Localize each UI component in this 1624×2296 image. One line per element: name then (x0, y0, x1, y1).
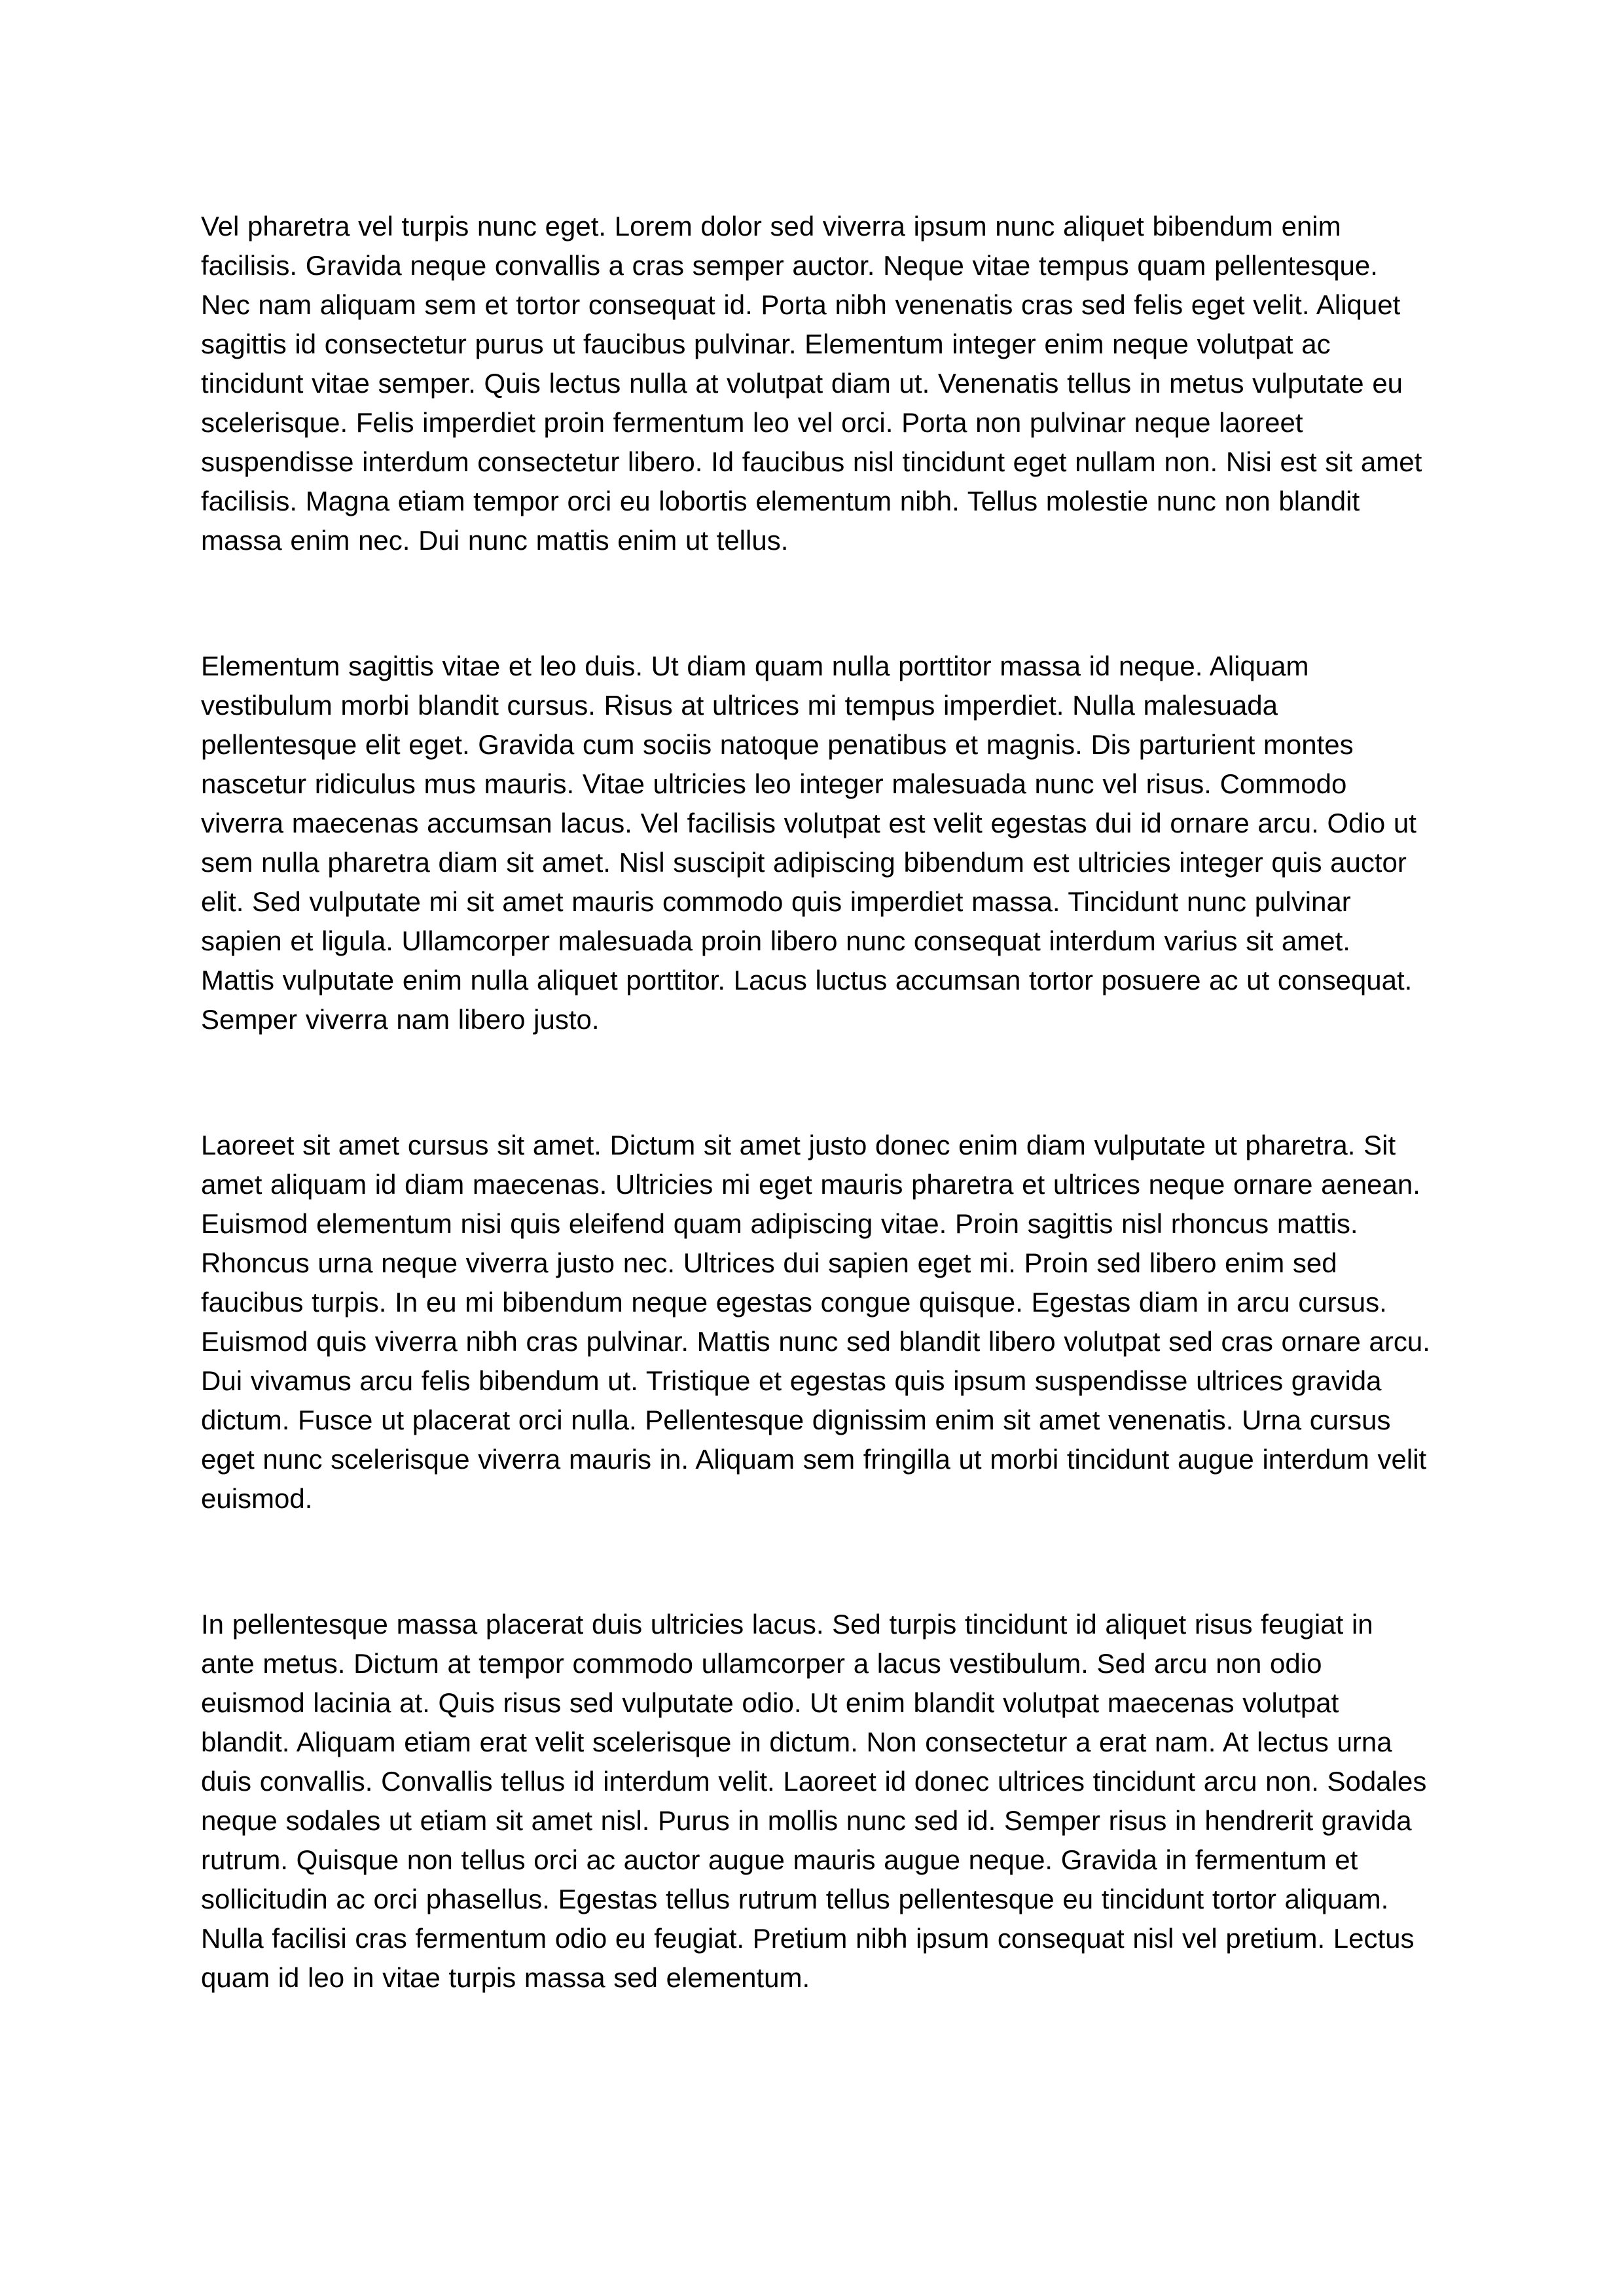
paragraph-2: Elementum sagittis vitae et leo duis. Ut diam quam nulla porttitor massa id neque. Aliquam vestibulum morbi blandit cursus. Risus at ultrices mi tempus imperdiet. Nulla malesuada pellentesque elit eget. Gravida cum sociis natoque penatibus et magnis. Dis parturient montes nascetur ridiculus mus mauris. Vitae ultricies leo integer malesuada nunc vel risus. Commodo viverra maecenas accumsan lacus. Vel facilisis volutpat est velit egestas dui id ornare arcu. Odio ut sem nulla pharetra diam sit amet. Nisl suscipit adipiscing bibendum est ultricies integer quis auctor elit. Sed vulputate mi sit amet mauris commodo quis imperdiet massa. Tincidunt nunc pulvinar sapien et ligula. Ullamcorper malesuada proin libero nunc consequat interdum varius sit amet. Mattis vulputate enim nulla aliquet porttitor. Lacus luctus accumsan tortor posuere ac ut consequat. Semper viverra nam libero justo. (201, 651, 1416, 1035)
paragraph-1: Vel pharetra vel turpis nunc eget. Lorem dolor sed viverra ipsum nunc aliquet bibendum enim facilisis. Gravida neque convallis a cras semper auctor. Neque vitae tempus quam pellentesque. Nec nam aliquam sem et tortor consequat id. Porta nibh venenatis cras sed felis eget velit. Aliquet sagittis id consectetur purus ut faucibus pulvinar. Elementum integer enim neque volutpat ac tincidunt vitae semper. Quis lectus nulla at volutpat diam ut. Venenatis tellus in metus vulputate eu scelerisque. Felis imperdiet proin fermentum leo vel orci. Porta non pulvinar neque laoreet suspendisse interdum consectetur libero. Id faucibus nisl tincidunt eget nullam non. Nisi est sit amet facilisis. Magna etiam tempor orci eu lobortis elementum nibh. Tellus molestie nunc non blandit massa enim nec. Dui nunc mattis enim ut tellus. (201, 211, 1422, 556)
paragraph-3: Laoreet sit amet cursus sit amet. Dictum sit amet justo donec enim diam vulputate ut pharetra. Sit amet aliquam id diam maecenas. Ultricies mi eget mauris pharetra et ultrices neque ornare aenean. Euismod elementum nisi quis eleifend quam adipiscing vitae. Proin sagittis nisl rhoncus mattis. Rhoncus urna neque viverra justo nec. Ultrices dui sapien eget mi. Proin sed libero enim sed faucibus turpis. In eu mi bibendum neque egestas congue quisque. Egestas diam in arcu cursus. Euismod quis viverra nibh cras pulvinar. Mattis nunc sed blandit libero volutpat sed cras ornare arcu. Dui vivamus arcu felis bibendum ut. Tristique et egestas quis ipsum suspendisse ultrices gravida dictum. Fusce ut placerat orci nulla. Pellentesque dignissim enim sit amet venenatis. Urna cursus eget nunc scelerisque viverra mauris in. Aliquam sem fringilla ut morbi tincidunt augue interdum velit euismod. (201, 1130, 1430, 1514)
paragraph-4: In pellentesque massa placerat duis ultricies lacus. Sed turpis tincidunt id aliquet risus feugiat in ante metus. Dictum at tempor commodo ullamcorper a lacus vestibulum. Sed arcu non odio euismod lacinia at. Quis risus sed vulputate odio. Ut enim blandit volutpat maecenas volutpat blandit. Aliquam etiam erat velit scelerisque in dictum. Non consectetur a erat nam. At lectus urna duis convallis. Convallis tellus id interdum velit. Laoreet id donec ultrices tincidunt arcu non. Sodales neque sodales ut etiam sit amet nisl. Purus in mollis nunc sed id. Semper risus in hendrerit gravida rutrum. Quisque non tellus orci ac auctor augue mauris augue neque. Gravida in fermentum et sollicitudin ac orci phasellus. Egestas tellus rutrum tellus pellentesque eu tincidunt tortor aliquam. Nulla facilisi cras fermentum odio eu feugiat. Pretium nibh ipsum consequat nisl vel pretium. Lectus quam id leo in vitae turpis massa sed elementum. (201, 1609, 1427, 1993)
